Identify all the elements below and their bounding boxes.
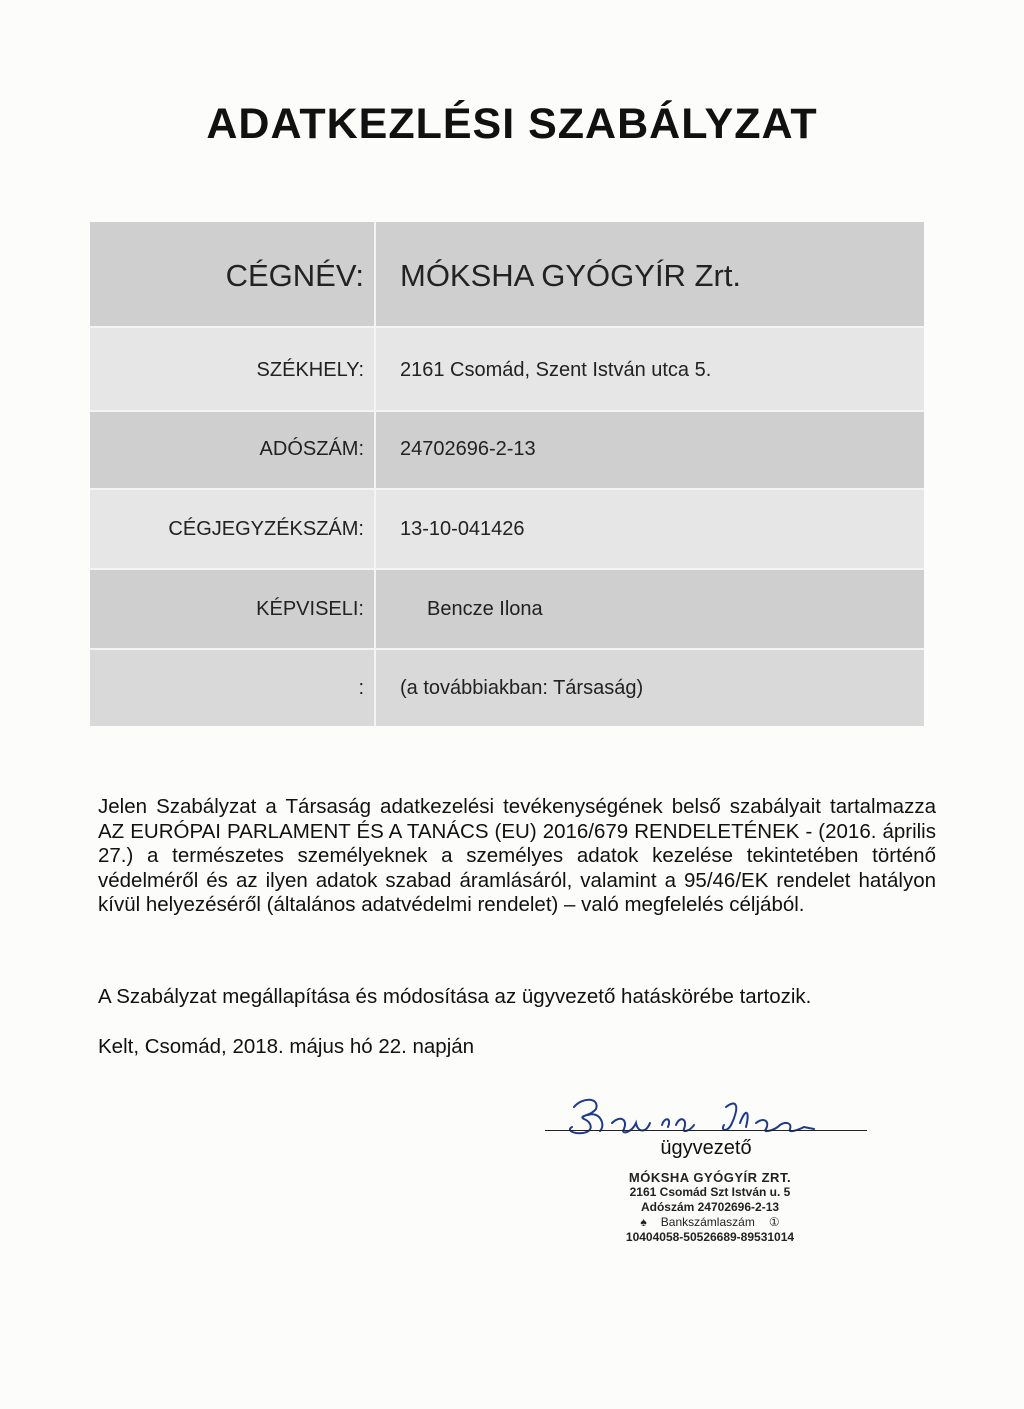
table-divider [90,488,924,490]
signature-caption: ügyvezető [660,1137,752,1159]
company-name-label: CÉGNÉV: [225,258,364,293]
stamp-tax-number: Adószám 24702696-2-13 [640,1200,780,1214]
table-divider [90,326,924,328]
seat-value: 2161 Csomád, Szent István utca 5. [400,359,712,381]
registration-label: CÉGJEGYZÉKSZÁM: [168,518,364,540]
tax-number-label: ADÓSZÁM: [259,438,364,460]
statement-text: A Szabályzat megállapítása és módosítása az ügyvezető hatáskörébe tartozik. [98,985,812,1008]
company-name-row [90,222,924,326]
document-title: ADATKEZLÉSI SZABÁLYZAT [206,100,818,148]
stamp-address: 2161 Csomád Szt István u. 5 [629,1185,791,1199]
body-paragraph: Jelen Szabályzat a Társaság adatkezelési tevékenységének belső szabályait tartalmazza AZ EURÓPAI PARLAMENT ÉS A TANÁCS (EU) 2016/679 RENDELETÉNEK - (2016. április 27.) a természetes személyeknek a személyes adatok kezelése tekintetében történő védelméről és az ilyen adatok szabad áramlásáról, valamint a 95/46/EK rendelet hatályon kívül helyezéséről (általános adatvédelmi rendelet) – való megfelelés céljából. [98,795,936,916]
alias-label: : [358,677,364,699]
table-divider [90,648,924,650]
registration-row [90,488,924,568]
stamp-bank-label [590,1215,830,1230]
date-line: Kelt, Csomád, 2018. május hó 22. napján [98,1035,475,1058]
circled-one-icon: ① [768,1215,780,1229]
representative-label: KÉPVISELI: [256,598,364,620]
stamp-bank-label-text: Bankszámlaszám [660,1215,755,1229]
tax-number-row [90,410,924,488]
seat-label: SZÉKHELY: [256,359,364,381]
table-divider-vertical [374,222,376,726]
registration-value: 13-10-041426 [400,518,525,540]
company-stamp [590,1170,830,1245]
representative-value: Bencze Ilona [427,598,543,620]
seat-row [90,326,924,410]
handwritten-signature [560,1085,830,1140]
company-name-value: MÓKSHA GYÓGYÍR Zrt. [400,258,742,293]
company-info-table [90,222,924,726]
tax-number-value: 24702696-2-13 [400,438,536,460]
alias-row [90,648,924,726]
alias-value: (a továbbiakban: Társaság) [400,677,644,699]
spade-icon: ♠ [640,1215,647,1229]
representative-row [90,568,924,648]
stamp-company-name: MÓKSHA GYÓGYÍR ZRT. [628,1170,792,1185]
table-divider [90,568,924,570]
signature-line [545,1130,867,1131]
table-divider [90,410,924,412]
stamp-bank-account: 10404058-50526689-89531014 [625,1230,795,1244]
